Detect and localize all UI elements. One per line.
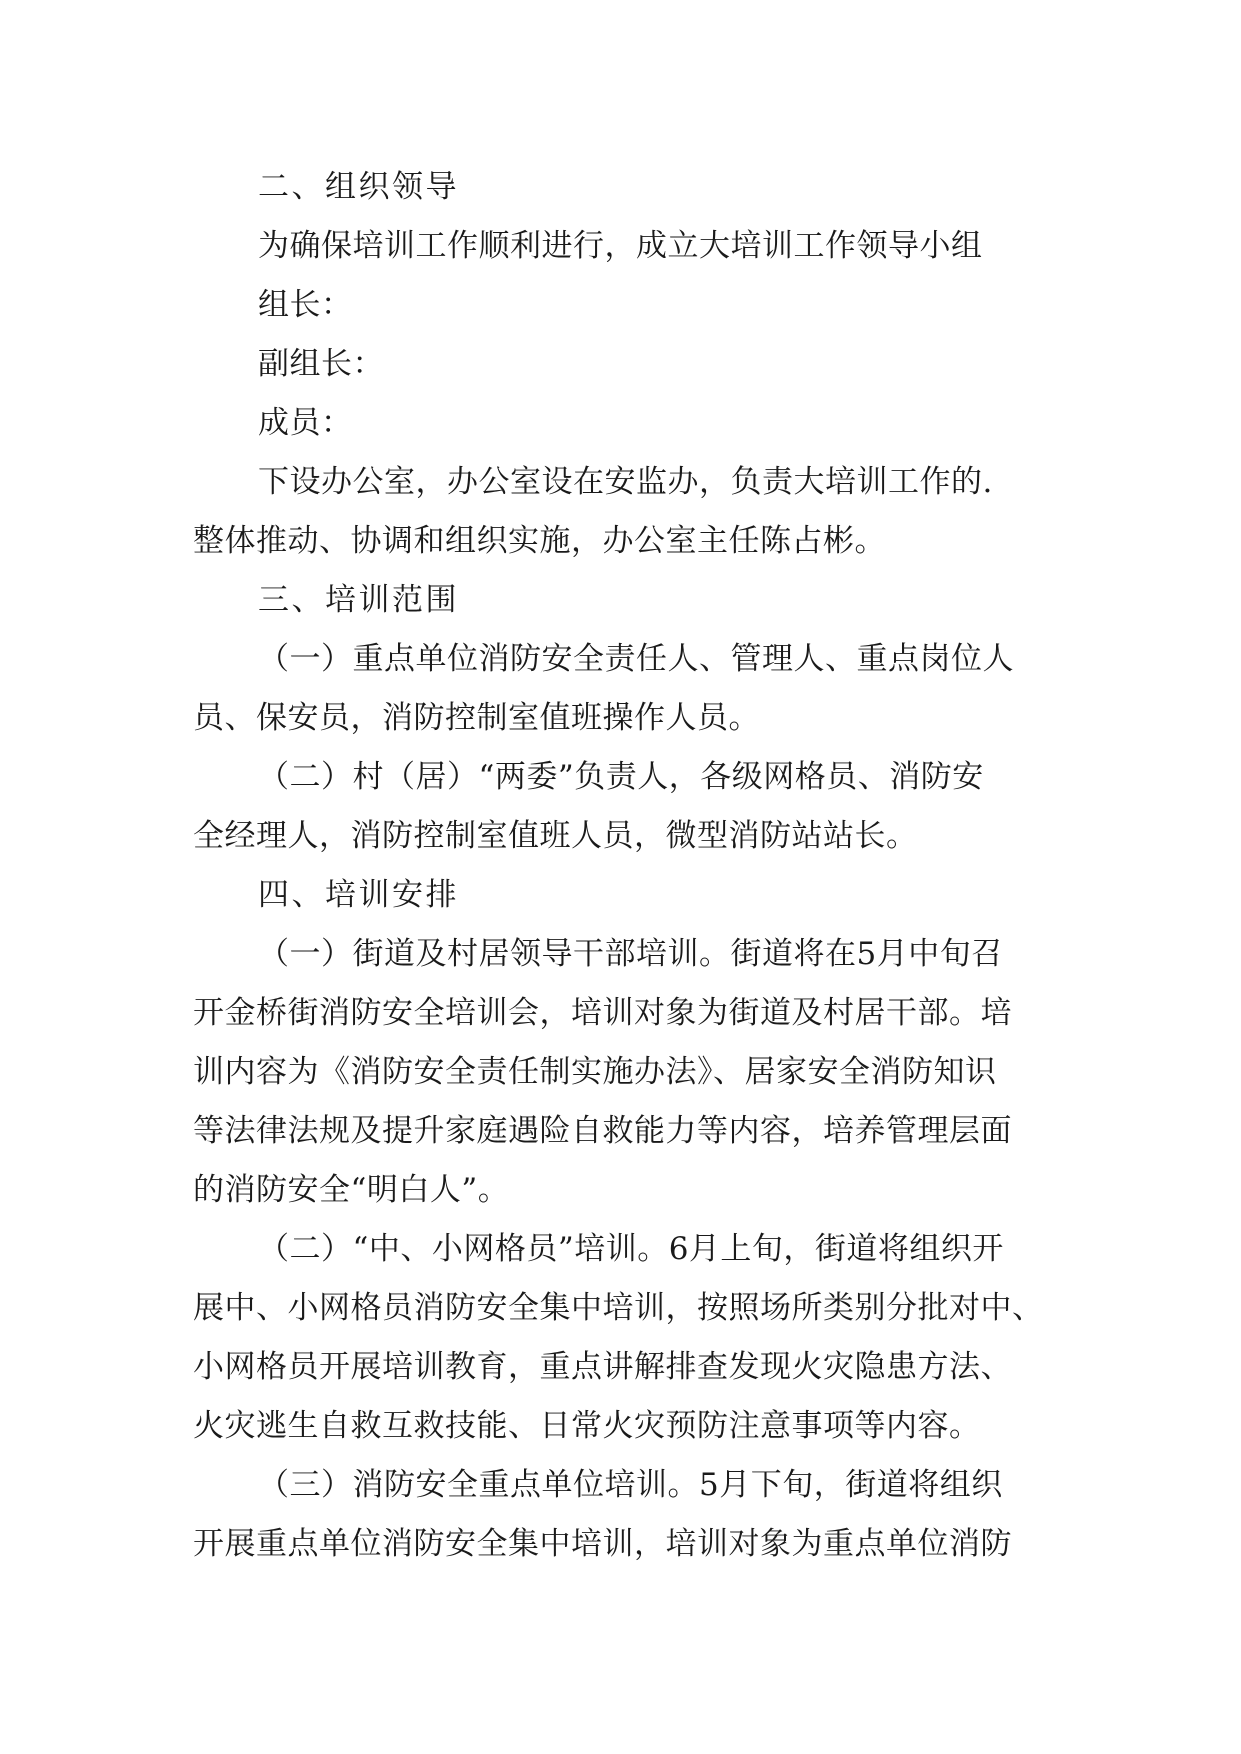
paragraph-line: 小网格员开展培训教育，重点讲解排查发现火灾隐患方法、: [193, 1349, 1012, 1385]
deputy-leader-line: 副组长：: [258, 346, 384, 382]
members-line: 成员：: [258, 405, 353, 441]
paragraph-line: （一）重点单位消防安全责任人、管理人、重点岗位人: [258, 641, 1014, 677]
heading-training-scope: 三、培训范围: [258, 582, 459, 618]
paragraph-line: 训内容为《消防安全责任制实施办法》、居家安全消防知识: [193, 1054, 997, 1090]
paragraph-line: 为确保培训工作顺利进行，成立大培训工作领导小组: [258, 228, 983, 264]
paragraph-line: （二）村（居）“两委”负责人，各级网格员、消防安: [258, 759, 984, 795]
paragraph-line: 的消防安全“明白人”。: [193, 1172, 510, 1208]
paragraph-line: 等法律法规及提升家庭遇险自救能力等内容，培养管理层面: [193, 1113, 1012, 1149]
paragraph-line: 开展重点单位消防安全集中培训，培训对象为重点单位消防: [193, 1526, 1012, 1562]
heading-organization-leadership: 二、组织领导: [258, 169, 459, 205]
heading-training-arrangement: 四、培训安排: [258, 877, 459, 913]
paragraph-line: 开金桥街消防安全培训会，培训对象为街道及村居干部。培: [193, 995, 1012, 1031]
team-leader-line: 组长：: [258, 287, 353, 323]
paragraph-line: 下设办公室，办公室设在安监办，负责大培训工作的.: [258, 464, 993, 500]
paragraph-line: （一）街道及村居领导干部培训。街道将在5月中旬召: [258, 936, 1003, 972]
paragraph-line: （三）消防安全重点单位培训。5月下旬，街道将组织: [258, 1467, 1003, 1503]
paragraph-line: 全经理人，消防控制室值班人员，微型消防站站长。: [193, 818, 918, 854]
paragraph-line: （二）“中、小网格员”培训。6月上旬，街道将组织开: [258, 1231, 1004, 1267]
paragraph-line: 整体推动、协调和组织实施，办公室主任陈占彬。: [193, 523, 886, 559]
paragraph-line: 员、保安员，消防控制室值班操作人员。: [193, 700, 760, 736]
paragraph-line: 火灾逃生自救互救技能、日常火灾预防注意事项等内容。: [193, 1408, 981, 1444]
paragraph-line: 展中、小网格员消防安全集中培训，按照场所类别分批对中、: [193, 1290, 1044, 1326]
